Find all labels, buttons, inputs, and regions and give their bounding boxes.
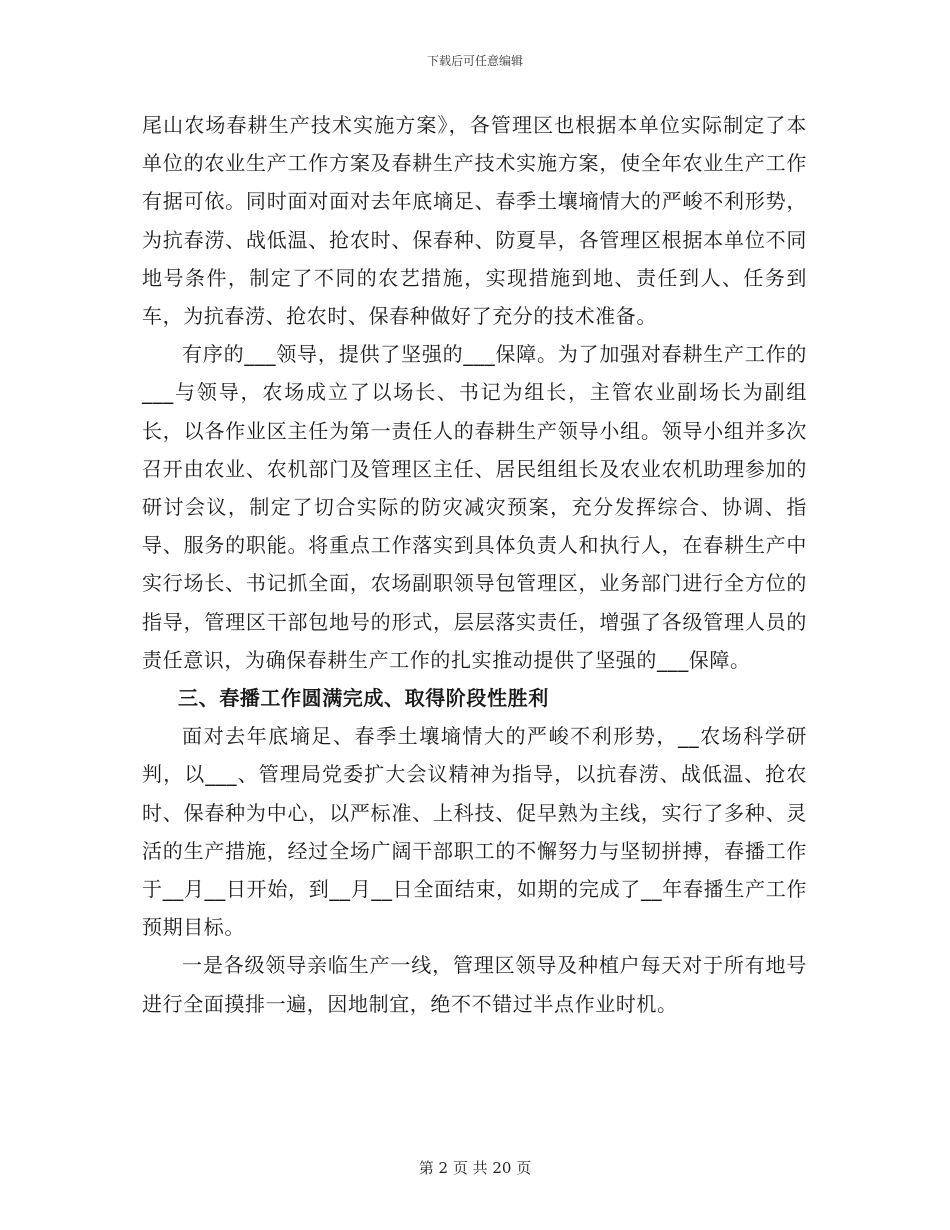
paragraph-spring-sowing: 面对去年底墒足、春季土壤墒情大的严峻不利形势，__农场科学研判，以___、管理局党委扩大会议精神为指导，以抗春涝、战低温、抢农时、保春种为中心，以严标准、上科技、促早熟为主线，实行了多种、灵活的生产措施，经过全场广阔干部职工的不懈努力与坚韧拼搏，春播工作于__月__日开始，到__月__日全面结束，如期的完成了__年春播生产工作预期目标。 xyxy=(142,724,807,940)
document-body xyxy=(142,106,807,1023)
section-heading-3: 三、春播工作圆满完成、取得阶段性胜利 xyxy=(178,686,549,711)
paragraph-point-one: 一是各级领导亲临生产一线，管理区领导及种植户每天对于所有地号进行全面摸排一遍，因地制宜，绝不不错过半点作业时机。 xyxy=(142,953,807,1016)
paragraph-leadership: 有序的___领导，提供了坚强的___保障。为了加强对春耕生产工作的___与领导，农场成立了以场长、书记为组长，主管农业副场长为副组长，以各作业区主任为第一责任人的春耕生产领导小组。领导小组并多次召开由农业、农机部门及管理区主任、居民组组长及农业农机助理参加的研讨会议，制定了切合实际的防灾减灾预案，充分发挥综合、协调、指导、服务的职能。将重点工作落实到具体负责人和执行人，在春耕生产中实行场长、书记抓全面，农场副职领导包管理区，业务部门进行全方位的指导，管理区干部包地号的形式，层层落实责任，增强了各级管理人员的责任意识，为确保春耕生产工作的扎实推动提供了坚强的___保障。 xyxy=(142,342,807,672)
paragraph-continued: 尾山农场春耕生产技术实施方案》，各管理区也根据本单位实际制定了本单位的农业生产工作方案及春耕生产技术实施方案，使全年农业生产工作有据可依。同时面对面对去年底墒足、春季土壤墒情大的严峻不利形势，为抗春涝、战低温、抢农时、保春种、防夏旱，各管理区根据本单位不同地号条件，制定了不同的农艺措施，实现措施到地、责任到人、任务到车，为抗春涝、抢农时、保春种做好了充分的技术准备。 xyxy=(142,113,807,329)
page-header: 下载后可任意编辑 xyxy=(426,54,523,68)
page-number-footer: 第 2 页 共 20 页 xyxy=(418,1159,532,1177)
